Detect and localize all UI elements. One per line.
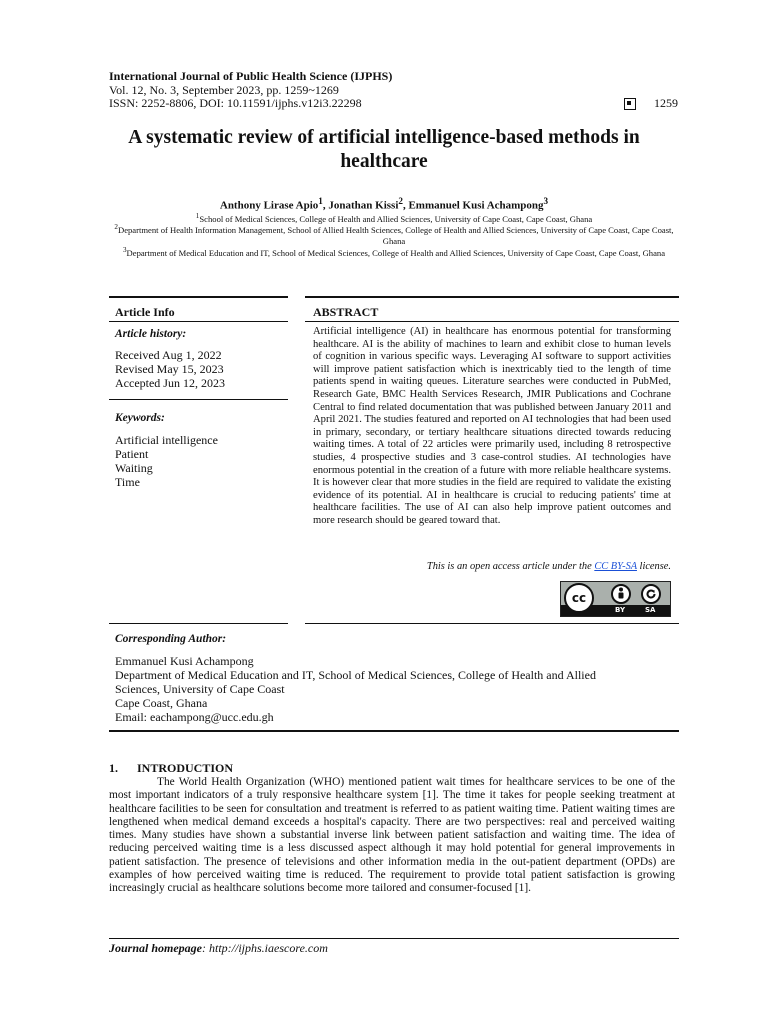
intro-section-number: 1.	[109, 761, 118, 775]
affiliation-3	[118, 245, 670, 259]
intro-heading: INTRODUCTION	[137, 761, 234, 775]
abstract-heading: ABSTRACT	[313, 305, 379, 319]
article-title	[100, 126, 668, 174]
author-name: Emmanuel Kusi Achampong	[408, 199, 544, 212]
revised-date: Revised May 15, 2023	[115, 362, 224, 376]
abstract-bottom-rule	[305, 623, 679, 624]
article-title-line-2: healthcare	[340, 151, 428, 172]
keywords-heading: Keywords:	[115, 412, 165, 424]
article-info-divider	[109, 321, 288, 322]
keyword-item: Patient	[115, 447, 149, 461]
author-name: Anthony Lirase Apio	[219, 199, 319, 212]
keyword-item: Waiting	[115, 461, 153, 475]
journal-homepage	[109, 941, 328, 956]
article-title-line-1: A systematic review of artificial intelligence-based methods in	[128, 127, 640, 148]
footer-rule	[109, 938, 679, 939]
homepage-url[interactable]: http://ijphs.iaescore.com	[209, 941, 328, 955]
author-sup: 2	[398, 196, 403, 206]
volume-line: Vol. 12, No. 3, September 2023, pp. 1259~1269	[109, 83, 339, 97]
author-sup: 1	[318, 196, 323, 206]
author-sup: 3	[543, 196, 549, 206]
page-number: 1259	[654, 96, 678, 110]
abstract-text: Artificial intelligence (AI) in healthcare has enormous potential for transforming healthcare. AI is the ability of machines to learn and exhibit close to human levels of cognition in various specific ways. Leveraging AI software to support activities will improve patient satisfaction which is inextricably tied to the length of time patients spend in waiting queues. Literature searches were conducted in PubMed, Research Gate, BMC Health Services Research, JMIR Publications and Cochrane Central to find related documentation that was published between January 2011 and April 2021. The studies featured and reported on AI technologies that had been used in primary, secondary, or tertiary healthcare situations directed towards reducing waiting times. A total of 22 articles were primarily used, including 8 retrospective studies, 4 prospective studies and 3 case-control studies. AI technologies have enormous potential in the creation of a future with more reliable healthcare systems. It is however clear that more studies in the field are required to validate the existing evidence of its potential. AI in healthcare is crucial to reducing patients' time at healthcare facilities. The use of AI can also help improve patient outcomes and more research should be geared toward that.	[313, 326, 671, 526]
intro-paragraph: The World Health Organization (WHO) mentioned patient wait times for healthcare services to be one of the most important indicators of a truly responsive healthcare system [1]. The time it takes for people seeking treatment at healthcare facilities to be seen for consultation and treatment is referred to as patient waiting time. Patient waiting times are lengthened when medical demand exceeds a hospital's capacity. There are two perspectives: real and perceived waiting times. Many studies have shown a substantial inverse link between patient satisfaction and waiting time. The idea of reducing perceived waiting time is a less discussed aspect although it may hold potential for general improvements in patient satisfaction. The presence of televisions and other information media in the out-patient department (OPDs) are examples of how perceived waiting time is reduced. The requirement to provide total patient satisfaction is growing increasingly crucial as healthcare solutions become more tailored and consumer-focused [1].	[109, 776, 675, 895]
article-info-heading: Article Info	[115, 305, 175, 319]
homepage-sep: :	[202, 941, 210, 955]
share-alike-icon	[641, 584, 661, 604]
license-link[interactable]: CC BY-SA	[594, 561, 637, 572]
corresponding-name: Emmanuel Kusi Achampong	[115, 654, 254, 668]
attribution-icon	[611, 584, 631, 604]
intro-body	[109, 776, 675, 896]
homepage-label: Journal homepage	[109, 941, 203, 955]
author-list	[100, 196, 668, 212]
keyword-item: Artificial intelligence	[115, 433, 218, 447]
corresponding-dept-line-2: Sciences, University of Cape Coast	[115, 682, 285, 696]
article-history-heading: Article history:	[115, 328, 187, 340]
issn-doi-line: ISSN: 2252-8806, DOI: 10.11591/ijphs.v12i3.22298	[109, 96, 362, 110]
badge-sa-label: SA	[645, 606, 656, 614]
affiliation-sup: 1	[195, 212, 200, 220]
abstract-divider	[305, 321, 679, 322]
share-alike-arrow-icon	[644, 587, 658, 601]
badge-by-label: BY	[615, 606, 626, 614]
keywords-divider	[109, 399, 288, 400]
keyword-item: Time	[115, 475, 140, 489]
corresponding-city: Cape Coast, Ghana	[115, 696, 208, 710]
license-prefix: This is an open access article under the	[426, 561, 595, 572]
license-suffix: license.	[636, 561, 671, 572]
abstract-top-rule	[305, 296, 679, 298]
front-matter-bottom-rule	[109, 730, 679, 732]
person-icon	[615, 587, 627, 601]
article-info-top-rule	[109, 296, 288, 298]
corresponding-email: Email: eachampong@ucc.edu.gh	[115, 710, 274, 724]
corresponding-heading: Corresponding Author:	[115, 633, 227, 645]
author-sep: ,	[322, 199, 329, 212]
license-note	[427, 561, 671, 572]
affiliation-text: Department of Medical Education and IT, School of Medical Sciences, College of Health and Allied Sciences, University of Cape Coast, Cape Coast, Ghana	[126, 247, 666, 258]
affiliation-sup: 3	[122, 246, 127, 254]
journal-square-icon	[624, 98, 636, 110]
page-number-block	[624, 96, 678, 111]
affiliation-sup: 2	[114, 223, 118, 231]
corresponding-dept-line-1: Department of Medical Education and IT, School of Medical Sciences, College of Health and Allied	[115, 668, 596, 682]
received-date: Received Aug 1, 2022	[115, 348, 222, 362]
affiliation-text: School of Medical Sciences, College of Health and Allied Sciences, University of Cape Coast, Cape Coast, Ghana	[199, 213, 593, 224]
author-name: Jonathan Kissi	[328, 199, 399, 212]
journal-name: International Journal of Public Health Science (IJPHS)	[109, 69, 393, 83]
cc-icon: cc	[564, 583, 594, 613]
article-info-bottom-rule	[109, 623, 288, 624]
affiliation-2	[108, 222, 680, 247]
accepted-date: Accepted Jun 12, 2023	[115, 376, 225, 390]
author-sep: ,	[402, 199, 409, 212]
affiliation-text: Department of Health Information Management, School of Allied Health Sciences, College of Health and Allied Sciences, University of Cape Coast, Cape Coast, Ghana	[117, 224, 674, 246]
cc-by-sa-badge[interactable]	[560, 581, 671, 617]
